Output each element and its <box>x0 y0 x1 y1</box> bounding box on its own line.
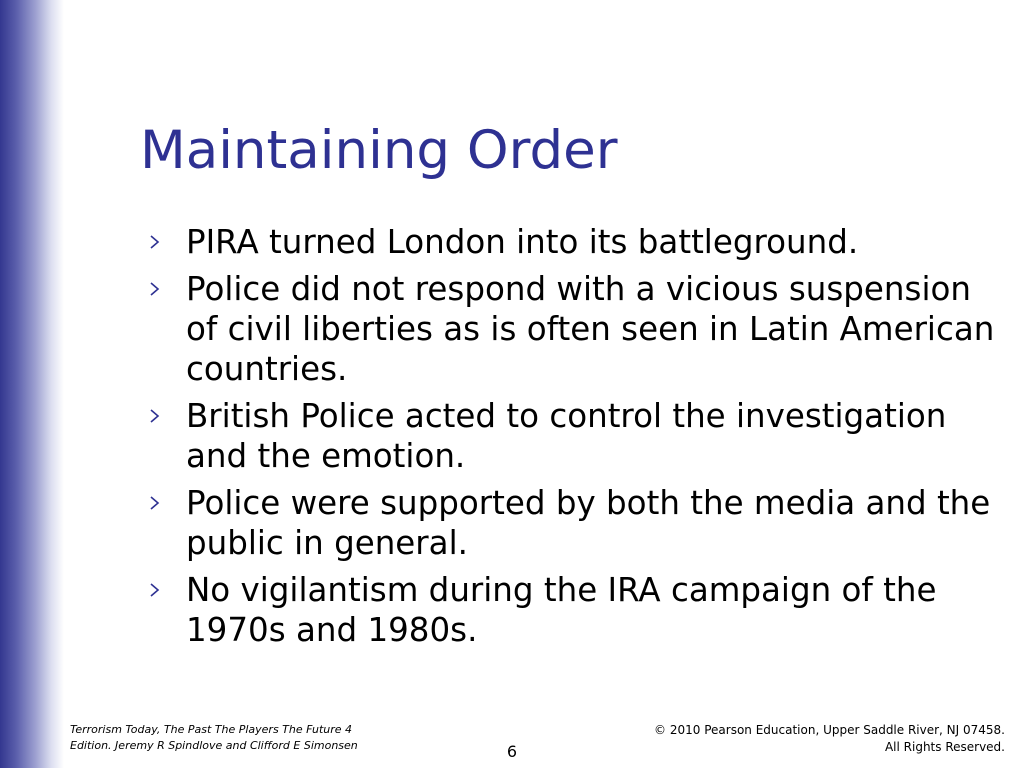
bullet-text: No vigilantism during the IRA campaign of the 1970s and 1980s. <box>186 571 937 649</box>
arrow-bullet-icon <box>148 578 162 602</box>
bullet-text: Police did not respond with a vicious suspension of civil liberties as is often seen in Latin American countries. <box>186 270 995 388</box>
bullet-item <box>148 269 998 389</box>
footer-citation-line: Terrorism Today, The Past The Players The Future 4 <box>70 723 353 736</box>
footer-citation <box>70 722 400 754</box>
arrow-bullet-icon <box>148 491 162 515</box>
bullet-item <box>148 483 998 563</box>
footer-copyright <box>654 722 1005 756</box>
page-number: 6 <box>506 742 518 761</box>
arrow-bullet-icon <box>148 277 162 301</box>
side-gradient-bar <box>0 0 64 768</box>
bullet-list <box>148 222 998 657</box>
arrow-bullet-icon <box>148 230 162 254</box>
bullet-item <box>148 396 998 476</box>
bullet-item <box>148 570 998 650</box>
footer-copyright-line: © 2010 Pearson Education, Upper Saddle River, NJ 07458. <box>654 723 1005 737</box>
bullet-text: Police were supported by both the media and the public in general. <box>186 484 991 562</box>
bullet-text: British Police acted to control the investigation and the emotion. <box>186 397 947 475</box>
bullet-item <box>148 222 998 262</box>
footer-citation-line: Edition. Jeremy R Spindlove and Clifford E Simonsen <box>70 739 358 752</box>
arrow-bullet-icon <box>148 404 162 428</box>
footer-copyright-line: All Rights Reserved. <box>884 740 1005 754</box>
bullet-text: PIRA turned London into its battleground. <box>186 223 859 261</box>
slide-title: Maintaining Order <box>140 120 618 181</box>
